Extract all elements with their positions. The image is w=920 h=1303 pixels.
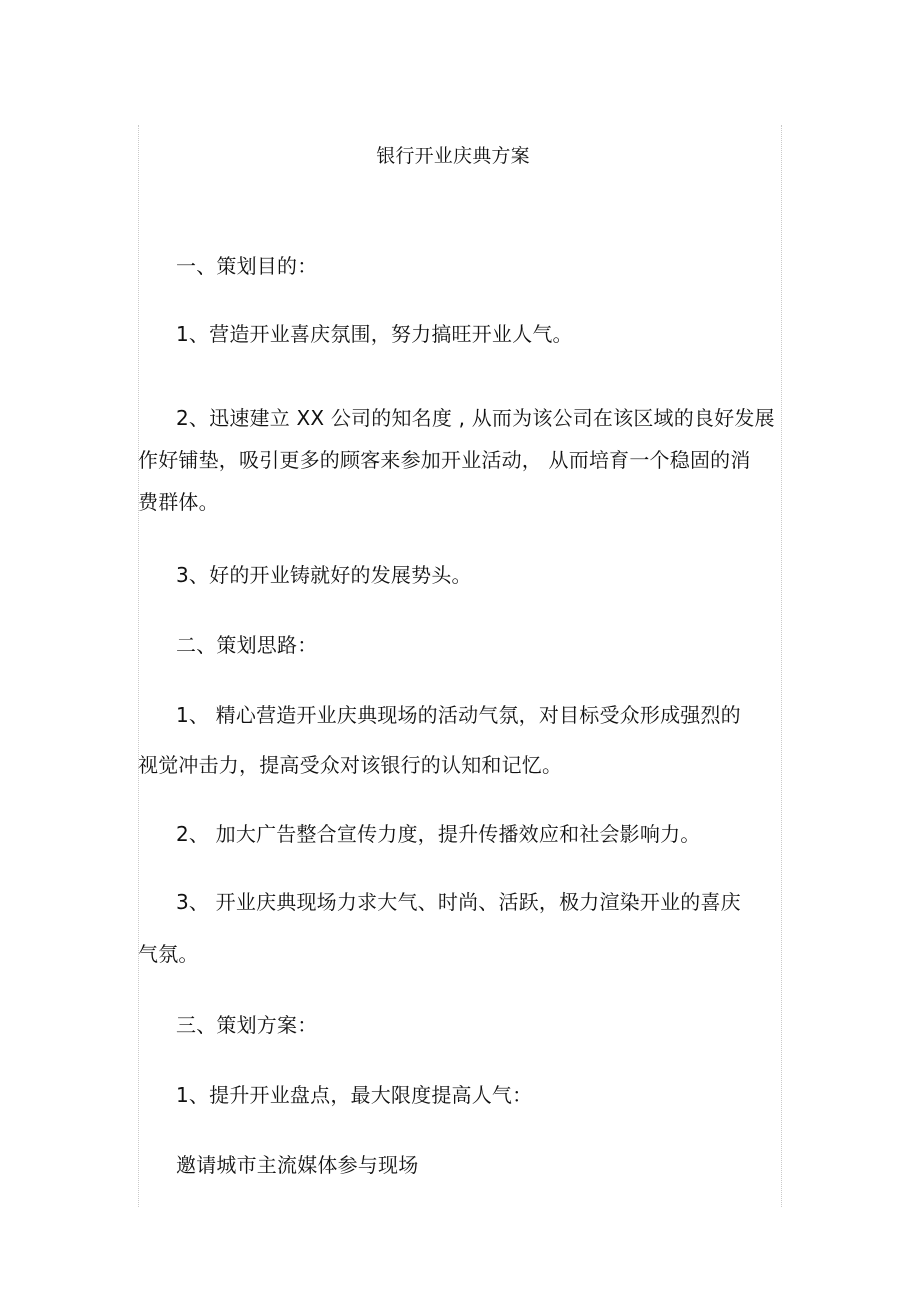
section-heading-plan: 三、策划方案：	[176, 1013, 318, 1037]
section-heading-approach: 二、策划思路：	[176, 633, 318, 657]
section-heading-purpose: 一、策划目的：	[176, 254, 318, 278]
paragraph-line: 3、 开业庆典现场力求大气、时尚、活跃，极力渲染开业的喜庆	[176, 890, 741, 914]
paragraph-line: 气氛。	[138, 942, 199, 966]
paragraph-line: 视觉冲击力，提高受众对该银行的认知和记忆。	[138, 753, 563, 777]
paragraph-line: 2、 加大广告整合宣传力度，提升传播效应和社会影响力。	[176, 822, 701, 846]
paragraph-line: 邀请城市主流媒体参与现场	[176, 1153, 419, 1177]
document-title: 银行开业庆典方案	[376, 145, 530, 167]
paragraph-line: 1、营造开业喜庆氛围，努力搞旺开业人气。	[176, 322, 573, 346]
paragraph-line: 作好铺垫，吸引更多的顾客来参加开业活动， 从而培育一个稳固的消	[138, 448, 751, 472]
paragraph-line: 2、迅速建立 XX 公司的知名度 , 从而为该公司在该区域的良好发展	[176, 406, 775, 430]
paragraph-line: 费群体。	[138, 490, 219, 514]
paragraph-line: 3、好的开业铸就好的发展势头。	[176, 563, 472, 587]
paragraph-line: 1、提升开业盘点，最大限度提高人气：	[176, 1083, 533, 1107]
paragraph-line: 1、 精心营造开业庆典现场的活动气氛，对目标受众形成强烈的	[176, 703, 741, 727]
